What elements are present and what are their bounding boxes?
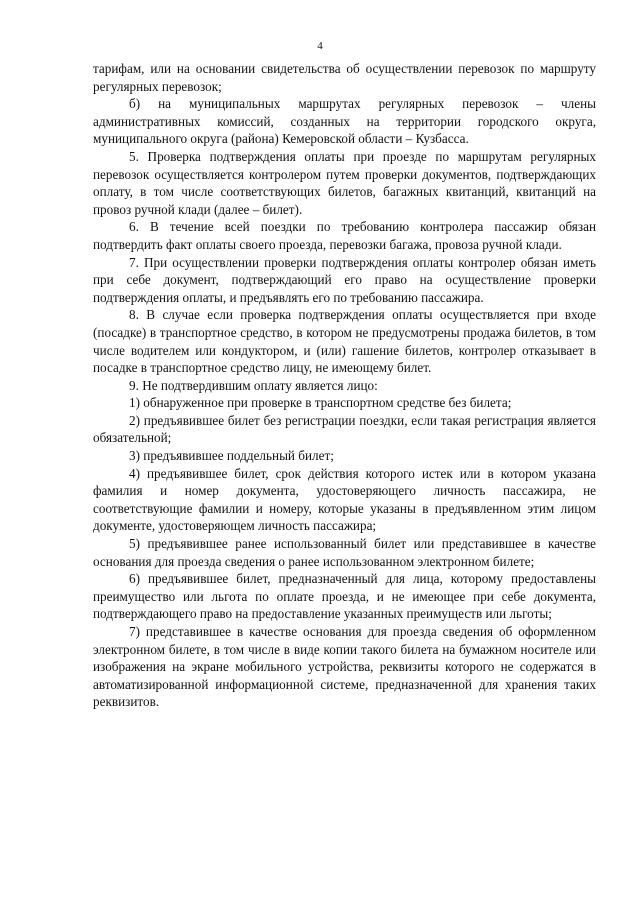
paragraph: 6) предъявившее билет, предназначенный для лица, которому предоставлены преимущество или льгота по оплате проезда, и не имеющее при себе документа, подтверждающего право на предоставление указанных преимуществ или льготы; [93,571,596,622]
paragraph: 5) предъявившее ранее использованный билет или представившее в качестве основания для проезда сведения о ранее использованном электронном билете; [93,536,596,569]
paragraph: 2) предъявившее билет без регистрации поездки, если такая регистрация является обязательной; [93,412,596,446]
paragraph: 1) обнаруженное при проверке в транспортном средстве без билета; [129,395,512,411]
paragraph: 3) предъявившее поддельный билет; [129,448,334,464]
paragraph: 4) предъявившее билет, срок действия которого истек или в котором указана фамилия и номер документа, удостоверяющего личность пассажира, не соответствующие фамилии и номеру, которые указаны в предъявленном этим лицом документе, удостоверяющем личность пассажира; [93,465,596,534]
paragraph: 5. Проверка подтверждения оплаты при проезде по маршрутам регулярных перевозок осуществляется контролером путем проверки документов, подтверждающих оплату, в том числе соответствующих билетов, багажных квитанций, квитанций на провоз ручной клади (далее – билет). [93,148,596,217]
paragraph: 6. В течение всей поездки по требованию контролера пассажир обязан подтвердить факт оплаты своего проезда, перевозки багажа, провоза ручной клади. [93,219,596,252]
paragraph: б) на муниципальных маршрутах регулярных перевозок – члены административных комиссий, созданных на территории городского округа, муниципального округа (района) Кемеровской области – Кузбасса. [93,96,596,147]
paragraph: 7. При осуществлении проверки подтверждения оплаты контролер обязан иметь при себе документ, подтверждающий его право на осуществление проверки подтверждения оплаты, и предъявлять его по требованию пассажира. [93,254,596,305]
page-number: 4 [317,40,323,52]
paragraph: 9. Не подтвердившим оплату является лицо: [129,377,378,393]
paragraph: 8. В случае если проверка подтверждения оплаты осуществляется при входе (посадке) в транспортное средство, в котором не предусмотрены продажа билетов, в том числе водителем или кондуктором, и (или) гашение билетов, контролер отказывает в посадке в транспортное средство лицу, не имеющему билет. [93,307,596,376]
paragraph: тарифам, или на основании свидетельства об осуществлении перевозок по маршруту регулярных перевозок; [93,61,596,94]
paragraph: 7) представившее в качестве основания для проезда сведения об оформленном электронном билете, в том числе в виде копии такого билета на бумажном носителе или изображения на экране мобильного устройства, реквизиты которого не содержатся в автоматизированной информационной системе, предназначенной для хранения таких реквизитов. [93,624,596,710]
document-body [93,60,596,711]
